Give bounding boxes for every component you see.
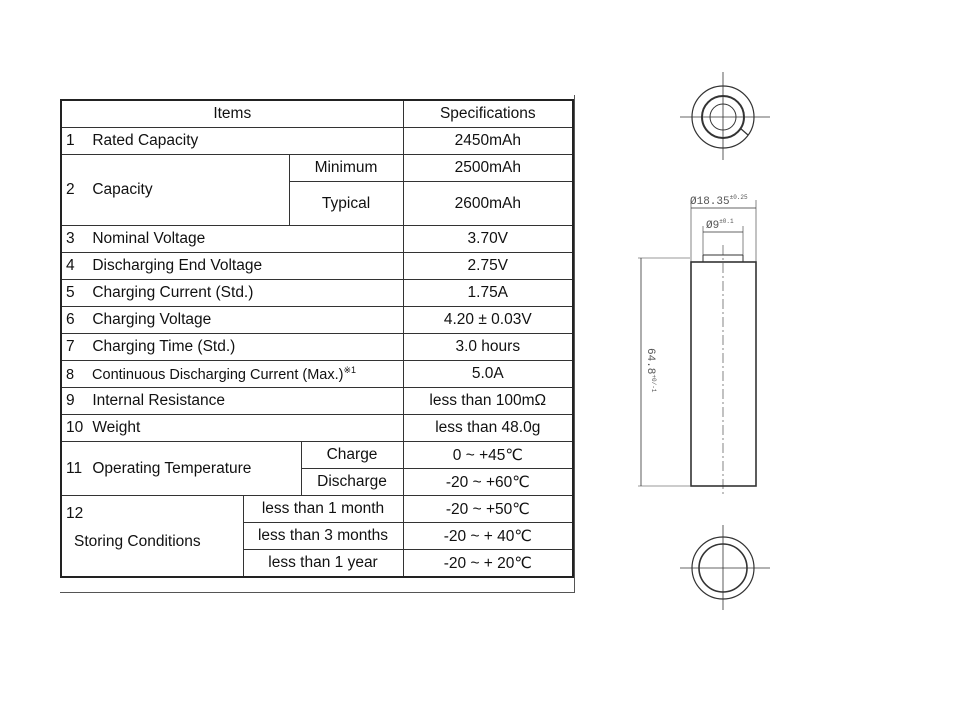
row-value: -20 ~ + 20℃	[403, 550, 573, 578]
table-row	[61, 307, 573, 334]
row-value: 0 ~ +45℃	[403, 442, 573, 469]
sub-label: Typical	[289, 182, 403, 226]
row-label: 3 Nominal Voltage	[61, 226, 403, 253]
header-specifications: Specifications	[403, 100, 573, 128]
sub-label: Discharge	[301, 469, 403, 496]
table-row	[61, 361, 573, 388]
footnote-mark: ※1	[343, 365, 357, 376]
row-value: 2450mAh	[403, 128, 573, 155]
row-label: 10 Weight	[61, 415, 403, 442]
cell-dimension-drawing	[600, 60, 830, 620]
table-row	[61, 388, 573, 415]
diameter-label: $Ø18.35^{\pm 0.25}$	[690, 194, 748, 208]
spec-table	[60, 99, 574, 578]
row-label: 6 Charging Voltage	[61, 307, 403, 334]
table-row	[61, 280, 573, 307]
table-row	[61, 226, 573, 253]
row-value: -20 ~ + 40℃	[403, 523, 573, 550]
table-row	[61, 334, 573, 361]
row-value: less than 48.0g	[403, 415, 573, 442]
row-label: 12 Storing Conditions	[61, 496, 243, 578]
table-row	[61, 253, 573, 280]
row-value: 3.70V	[403, 226, 573, 253]
table-row	[61, 496, 573, 523]
header-items: Items	[61, 100, 403, 128]
row-value: 2500mAh	[403, 155, 573, 182]
row-label: 5 Charging Current (Std.)	[61, 280, 403, 307]
row-value: 3.0 hours	[403, 334, 573, 361]
row-value: 1.75A	[403, 280, 573, 307]
row-label: 8 Continuous Discharging Current $(Max.)^{※1}$	[61, 361, 403, 388]
bottom-view	[680, 525, 770, 610]
diameter-dimension	[691, 200, 756, 262]
sub-label: less than 1 year	[243, 550, 403, 578]
table-header-row	[61, 100, 573, 128]
sub-label: less than 1 month	[243, 496, 403, 523]
table-row	[61, 155, 573, 182]
sub-label: Minimum	[289, 155, 403, 182]
table-row	[61, 415, 573, 442]
row-value: less than 100mΩ	[403, 388, 573, 415]
sub-label: Charge	[301, 442, 403, 469]
row-value: -20 ~ +60℃	[403, 469, 573, 496]
sub-label: less than 3 months	[243, 523, 403, 550]
table-row	[61, 128, 573, 155]
row-label: 11 Operating Temperature	[61, 442, 301, 496]
row-label: 1 Rated Capacity	[61, 128, 403, 155]
table-row	[61, 442, 573, 469]
row-label: 2 Capacity	[61, 155, 289, 226]
row-label: 7 Charging Time (Std.)	[61, 334, 403, 361]
length-label: $64.8^{+0/-1}$	[644, 348, 657, 393]
top-view	[680, 72, 770, 160]
row-label: 4 Discharging End Voltage	[61, 253, 403, 280]
terminal-label: $Ø9^{\pm 0.1}$	[706, 218, 734, 232]
row-value: 4.20 ± 0.03V	[403, 307, 573, 334]
row-value: 5.0A	[403, 361, 573, 388]
row-value: 2.75V	[403, 253, 573, 280]
row-value: 2600mAh	[403, 182, 573, 226]
row-label: 9 Internal Resistance	[61, 388, 403, 415]
row-value: -20 ~ +50℃	[403, 496, 573, 523]
